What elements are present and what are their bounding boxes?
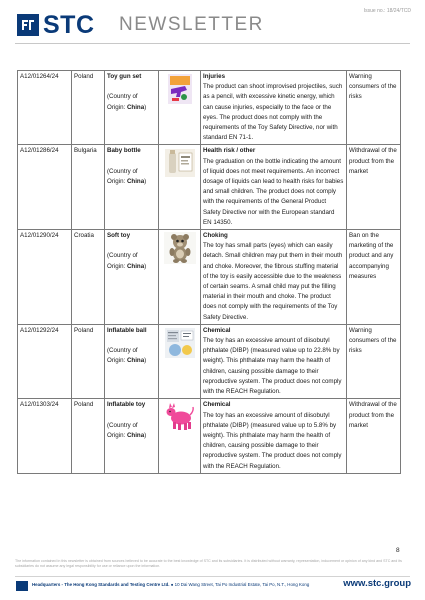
risk-cell: [201, 324, 347, 398]
product-name: Soft toy: [107, 232, 131, 240]
notifying-country-cell: Bulgaria: [72, 145, 105, 230]
origin-prefix: Origin:: [107, 178, 127, 186]
risk-description: The product can shoot improvised projectiles, such as a pencil, with excessive kinetic energy, which can cause injuries, especially to the face or the eyes. The product does not comply with the requirements of the Toy Safety Directive, nor with standard EN 71-1.: [203, 83, 343, 142]
issue-number: Issue no.: 18/24/TCD: [363, 8, 411, 14]
origin-country: China: [126, 178, 145, 186]
risk-type: Chemical: [203, 401, 231, 409]
inflatable-toy-photo-icon: [164, 401, 196, 433]
page-header: [0, 0, 425, 44]
origin-label: (Country of: [107, 167, 138, 175]
product-cell: [105, 399, 159, 473]
measures-cell: Ban on the marketing of the product and any accompanying measures: [347, 230, 401, 325]
measures-cell: Withdrawal of the product from the market: [347, 399, 401, 473]
origin-suffix: ): [144, 178, 147, 186]
origin-suffix: ): [144, 431, 147, 439]
table-row: [18, 230, 401, 325]
risk-type: Chemical: [203, 326, 231, 334]
soft-toy-photo-icon: [164, 232, 196, 264]
notifying-country-cell: Poland: [72, 71, 105, 145]
product-image-cell: [159, 230, 201, 325]
hq-label: Headquarters - The Hong Kong Standards and Testing Centre Ltd.: [32, 582, 170, 587]
risk-description: The toy has an excessive amount of diisobutyl phthalate (DIBP) (measured value up to 22.8% by weight). This phthalate may harm the health of children, causing possible damage to their reproductive system. The product does not comply with the REACH Regulation.: [203, 337, 342, 396]
footer-logo-icon: [16, 581, 28, 591]
risk-cell: [201, 230, 347, 325]
risk-cell: [201, 145, 347, 230]
website-link[interactable]: www.stc.group: [343, 578, 411, 589]
product-cell: [105, 230, 159, 325]
risk-description: The graduation on the bottle indicating the amount of liquid does not meet requirements. An incorrect dosage of liquids can lead to health risks for babies and small children. The product does not comply with the requirements of the General Product Safety Directive nor with the European standard EN 14350.: [203, 157, 344, 226]
hq-address: 10 Dai Wang Street, Tai Po Industrial Estate, Tai Po, N.T., Hong Kong: [174, 582, 310, 587]
measures-cell: Withdrawal of the product from the market: [347, 145, 401, 230]
page-number: 8: [396, 547, 400, 554]
stc-logo: [17, 11, 109, 39]
origin-label: (Country of: [107, 93, 138, 101]
recall-table: [17, 70, 401, 474]
risk-type: Choking: [203, 232, 228, 240]
newsletter-title: NEWSLETTER: [119, 14, 264, 35]
stc-logo-text: STC: [43, 11, 95, 39]
origin-label: (Country of: [107, 252, 138, 260]
product-name: Toy gun set: [107, 73, 142, 80]
measures-cell: Warning consumers of the risks: [347, 71, 401, 145]
footer-headquarters: [32, 582, 309, 587]
toy-gun-set-photo-icon: [164, 73, 196, 105]
baby-bottle-photo-icon: [164, 147, 196, 179]
origin-country: China: [126, 103, 145, 111]
ref-number-cell: A12/01264/24: [18, 71, 72, 145]
location-pin-icon: ●: [170, 582, 175, 587]
notifying-country-cell: Poland: [72, 324, 105, 398]
ref-number-cell: A12/01292/24: [18, 324, 72, 398]
risk-description: The toy has an excessive amount of diisobutyl phthalate (DIBP) (measured value up to 5.8% by weight). This phthalate may harm the health of children, causing possible damage to their reproductive system. The product does not comply with the REACH Regulation.: [203, 411, 342, 470]
product-name: Inflatable toy: [107, 401, 146, 409]
ref-number-cell: A12/01303/24: [18, 399, 72, 473]
risk-cell: [201, 399, 347, 473]
origin-prefix: Origin:: [107, 431, 127, 439]
table-row: [18, 71, 401, 145]
origin-suffix: ): [144, 103, 147, 111]
product-cell: [105, 145, 159, 230]
disclaimer-text: The information contained in this newsletter is obtained from sources believed to be accurate to the best knowledge of STC and its subsidiaries. It is distributed without warranty, representation, inducement or opinion of any kind and STC and its subsidiaries do not assume any legal responsibility for use or reliance upon the information.: [15, 559, 402, 569]
risk-type: Health risk / other: [203, 147, 256, 155]
product-name: Inflatable ball: [107, 326, 147, 334]
table-row: [18, 324, 401, 398]
footer-divider: [15, 576, 410, 577]
notifying-country-cell: Croatia: [72, 230, 105, 325]
origin-country: China: [126, 262, 145, 270]
origin-label: (Country of: [107, 421, 138, 429]
table-row: [18, 399, 401, 473]
product-name: Baby bottle: [107, 147, 141, 155]
product-image-cell: [159, 324, 201, 398]
measures-cell: Warning consumers of the risks: [347, 324, 401, 398]
product-cell: [105, 71, 159, 145]
ref-number-cell: A12/01286/24: [18, 145, 72, 230]
origin-prefix: Origin:: [107, 357, 127, 365]
origin-country: China: [126, 431, 145, 439]
origin-prefix: Origin:: [107, 262, 127, 270]
risk-description: The toy has small parts (eyes) which can easily detach. Small children may put them in their mouth and choke. Moreover, the fibrous stuffing material of the toy is easily accessible due to the weakness of certain seams. A small child may put the filling material in their mouth and choke. The product does not comply with the requirements of the Toy Safety Directive.: [203, 242, 343, 321]
product-image-cell: [159, 71, 201, 145]
origin-country: China: [126, 357, 145, 365]
origin-suffix: ): [144, 262, 147, 270]
notifying-country-cell: Poland: [72, 399, 105, 473]
header-divider: [15, 43, 410, 44]
stc-logo-mark-icon: [17, 14, 39, 36]
product-cell: [105, 324, 159, 398]
inflatable-ball-photo-icon: [164, 327, 196, 359]
risk-type: Injuries: [203, 73, 226, 80]
product-image-cell: [159, 145, 201, 230]
table-row: [18, 145, 401, 230]
product-image-cell: [159, 399, 201, 473]
origin-suffix: ): [144, 357, 147, 365]
risk-cell: [201, 71, 347, 145]
ref-number-cell: A12/01290/24: [18, 230, 72, 325]
origin-prefix: Origin:: [107, 103, 127, 111]
origin-label: (Country of: [107, 347, 138, 355]
